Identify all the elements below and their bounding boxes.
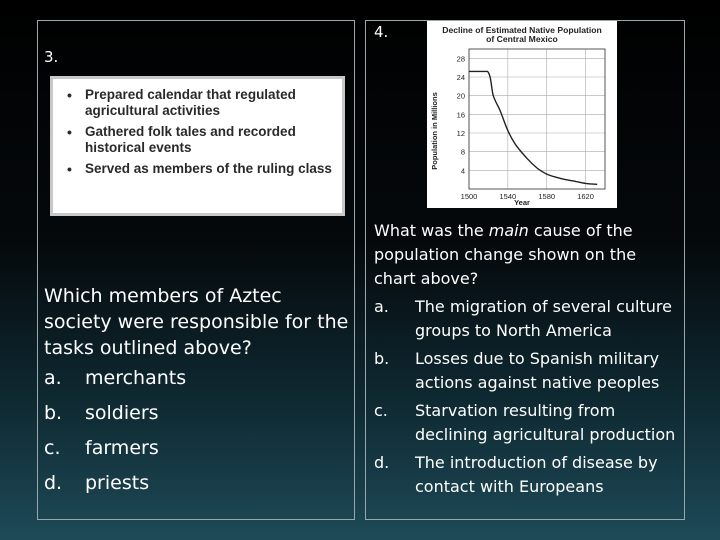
option-letter: c. — [374, 401, 388, 420]
option-text: soldiers — [85, 402, 159, 424]
answer-option-a[interactable] — [44, 361, 349, 396]
answer-option-c[interactable] — [44, 431, 349, 466]
option-text: The migration of several culture groups to North America — [415, 297, 672, 340]
x-tick-label: 1580 — [538, 192, 556, 201]
task-item — [53, 124, 334, 156]
answer-option-c[interactable] — [374, 399, 679, 447]
question-3-body — [44, 283, 349, 501]
chart-title-line-2: of Central Mexico — [486, 34, 558, 44]
task-text: Gathered folk tales and recorded historical events — [85, 124, 296, 155]
question-3-number: 3. — [44, 48, 59, 66]
y-tick-label: 8 — [460, 147, 465, 157]
option-letter: d. — [374, 453, 390, 472]
task-item — [53, 161, 334, 177]
option-letter: d. — [44, 472, 63, 494]
y-tick-label: 4 — [460, 166, 465, 176]
bullet-icon: • — [67, 161, 72, 177]
option-text: priests — [85, 472, 150, 494]
option-letter: c. — [44, 437, 61, 459]
y-tick-label: 16 — [456, 110, 465, 120]
prompt-emphasis: main — [488, 221, 529, 240]
task-text: Served as members of the ruling class — [85, 161, 332, 176]
x-tick-label: 1620 — [577, 192, 594, 201]
chart-y-axis-label: Population in Millions — [430, 92, 439, 170]
option-text: farmers — [85, 437, 159, 459]
option-text: Starvation resulting from declining agricultural production — [415, 401, 676, 444]
bullet-icon: • — [67, 87, 72, 103]
prompt-part: cause of the population change shown on the chart above? — [374, 221, 637, 288]
y-tick-label: 24 — [456, 73, 465, 82]
option-letter: b. — [374, 349, 390, 368]
question-3-panel — [37, 20, 355, 520]
option-text: Losses due to Spanish military actions against native peoples — [415, 349, 660, 392]
answer-option-b[interactable] — [374, 347, 679, 395]
chart-title-line-1: Decline of Estimated Native Population — [442, 25, 602, 35]
population-series-line — [469, 71, 597, 184]
question-4-body — [374, 219, 679, 499]
option-letter: b. — [44, 402, 63, 424]
option-letter: a. — [44, 367, 62, 389]
bullet-icon: • — [67, 124, 72, 140]
x-tick-label: 1500 — [460, 192, 478, 201]
answer-option-b[interactable] — [44, 396, 349, 431]
option-letter: a. — [374, 297, 389, 316]
option-text: The introduction of disease by contact with Europeans — [415, 453, 658, 496]
y-tick-label: 28 — [456, 54, 465, 64]
task-list-box — [50, 76, 345, 216]
task-text: Prepared calendar that regulated agricultural activities — [85, 87, 296, 118]
y-tick-label: 12 — [456, 129, 465, 138]
population-chart — [427, 21, 617, 208]
answer-option-a[interactable] — [374, 295, 679, 343]
question-3-prompt: Which members of Aztec society were responsible for the tasks outlined above? — [44, 285, 349, 359]
question-4-prompt — [374, 219, 679, 291]
answer-option-d[interactable] — [44, 466, 349, 501]
question-4-number: 4. — [374, 23, 389, 41]
task-item — [53, 87, 334, 119]
chart-tick-labels — [457, 54, 594, 201]
x-tick-label: 1540 — [499, 192, 517, 201]
task-list — [53, 79, 342, 177]
answer-option-d[interactable] — [374, 451, 679, 499]
chart-x-axis-label: Year — [514, 198, 530, 207]
population-chart-svg — [427, 21, 617, 208]
question-4-panel — [365, 20, 685, 520]
y-tick-label: 20 — [456, 91, 465, 101]
option-text: merchants — [85, 367, 187, 389]
prompt-part: What was the — [374, 221, 489, 240]
